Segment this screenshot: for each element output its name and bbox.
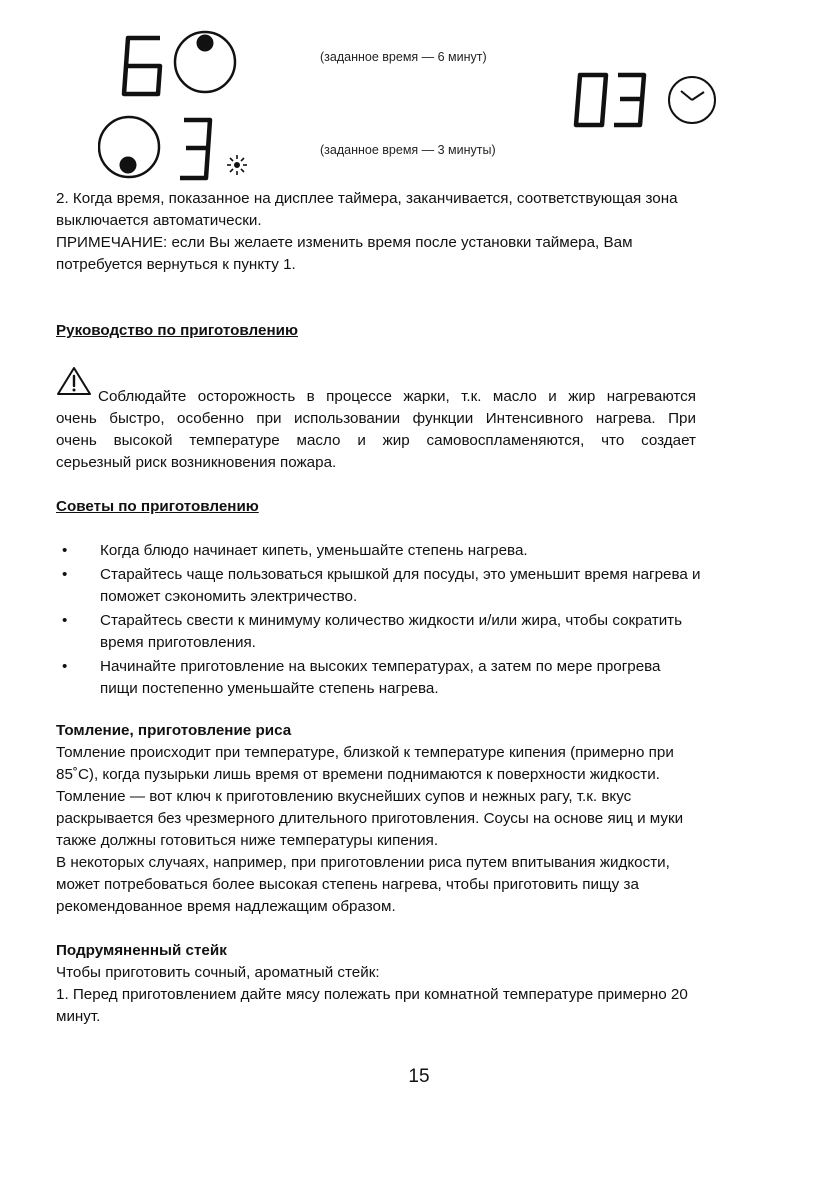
clock-icon [669, 77, 715, 123]
timer-display-03 [572, 70, 722, 130]
tips-list [56, 540, 766, 702]
timer-item-2: 2. Когда время, показанное на дисплее таймера, заканчивается, соответствующая зона выключается автоматически. ПРИМЕЧАНИЕ: если Вы желаете изменить время после установки таймера, Вам потребуется вернуться к пункту 1. [56, 188, 756, 276]
caption-6-minutes: (заданное время — 6 минут) [320, 50, 487, 64]
blinking-indicator-icon [227, 155, 247, 175]
steak-text: Чтобы приготовить сочный, ароматный стейк: 1. Перед приготовлением дайте мясу полежать при комнатной температуре примерно 20 минут. [56, 964, 688, 1025]
zone-position-dot-icon [120, 157, 137, 174]
list-item: • Начинайте приготовление на высоких температурах, а затем по мере прогрева пищи постепенно уменьшайте степень нагрева. [62, 658, 661, 697]
section-title-simmer: Томление, приготовление риса [56, 722, 292, 739]
page-number: 15 [408, 1066, 430, 1087]
list-item: • Старайтесь чаще пользоваться крышкой для посуды, это уменьшит время нагрева и поможет сэкономить электричество. [62, 566, 701, 605]
seven-segment-digit [124, 38, 160, 94]
section-title-steak: Подрумяненный стейк [56, 942, 227, 959]
seven-segment-digit [614, 75, 644, 125]
zone-position-dot-icon [197, 35, 214, 52]
warning-text: Соблюдайте осторожность в процессе жарки, т.к. масло и жир нагреваются очень быстро, особенно при использовании функции Интенсивного нагрева. При очень высокой температуре масло и жир самовоспламеняются, что создает серьезный риск возникновения пожара. [56, 388, 696, 471]
zone-display-6 [112, 30, 244, 102]
zone-display-3 [98, 110, 258, 184]
note: ПРИМЕЧАНИЕ: если Вы желаете изменить время после установки таймера, Вам [56, 234, 633, 251]
list-item: • Когда блюдо начинает кипеть, уменьшайте степень нагрева. [62, 542, 528, 559]
seven-segment-digit [180, 120, 210, 178]
section-title-tips: Советы по приготовлению [56, 498, 259, 515]
caption-3-minutes: (заданное время — 3 минуты) [320, 143, 496, 157]
seven-segment-digit [576, 75, 606, 125]
simmer-text: Томление происходит при температуре, близкой к температуре кипения (примерно при 85˚С), когда пузырьки лишь время от времени поднимаются к поверхности жидкости. Томление — вот ключ к приготовлению вкуснейших супов и нежных рагу, т.к. вкус раскрывается без чрезмерного длительного приготовления. Соусы на основе яиц и муки также должны готовиться ниже температуры кипения. В некоторых случаях, например, при приготовлении риса путем впитывания жидкости, может потребоваться более высокая степень нагрева, чтобы приготовить пищу за рекомендованное время надлежащим образом. [56, 744, 684, 915]
list-item: • Старайтесь свести к минимуму количество жидкости и/или жира, чтобы сократить время приготовления. [62, 612, 683, 651]
section-title-guide: Руководство по приготовлению [56, 322, 298, 339]
